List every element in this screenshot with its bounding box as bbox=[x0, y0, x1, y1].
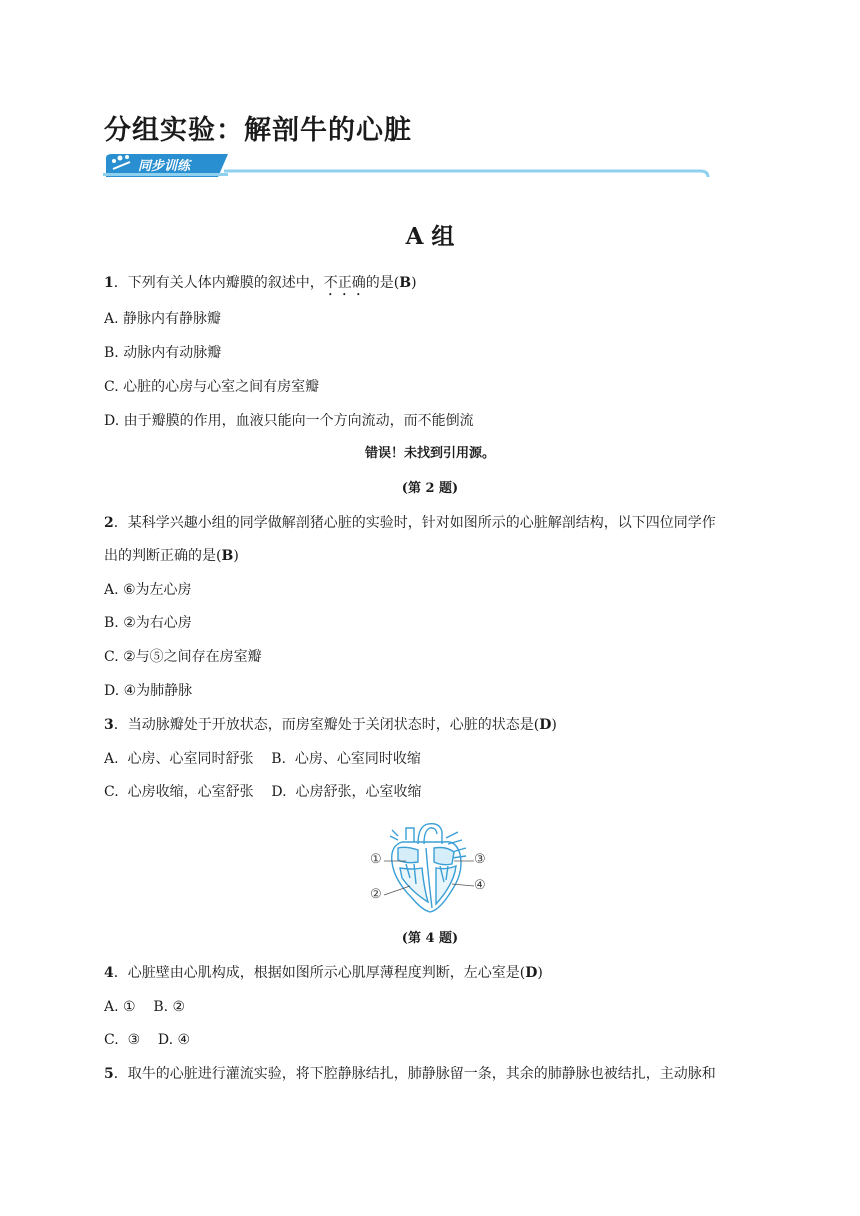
question-1-number: 1 bbox=[104, 275, 114, 291]
question-1-stem: 1．下列有关人体内瓣膜的叙述中，不正确的是(B) bbox=[104, 275, 417, 291]
figure-2-caption: (第 2 题) bbox=[401, 481, 459, 496]
question-1-answer: B bbox=[399, 275, 412, 291]
question-1-option-b: B. 动脉内有动脉瓣 bbox=[104, 345, 222, 361]
question-1-option-a: A. 静脉内有静脉瓣 bbox=[104, 311, 222, 327]
question-4-stem: 4．心脏壁由心肌构成，根据如图所示心肌厚薄程度判断，左心室是(D) bbox=[104, 965, 543, 981]
question-4-options-row1: A. ① B. ② bbox=[104, 999, 186, 1015]
section-banner bbox=[100, 150, 712, 180]
group-heading: A 组 bbox=[405, 223, 455, 250]
question-4-answer: D bbox=[525, 965, 538, 981]
question-3-options-row1: A. 心房、心室同时舒张 B. 心房、心室同时收缩 bbox=[104, 751, 421, 767]
question-2-number: 2 bbox=[104, 515, 114, 531]
heart-figure bbox=[366, 818, 492, 914]
question-1-option-d: D. 由于瓣膜的作用，血液只能向一个方向流动，而不能倒流 bbox=[104, 413, 474, 429]
question-3-answer: D bbox=[539, 717, 552, 733]
banner-graphic bbox=[100, 150, 712, 180]
question-2-option-b: B. ②为右心房 bbox=[104, 615, 192, 631]
figure-label-2: ② bbox=[370, 887, 382, 902]
question-4-number: 4 bbox=[104, 965, 114, 981]
question-2-option-c: C. ②与⑤之间存在房室瓣 bbox=[104, 649, 262, 665]
question-2-stem-line1: 2．某科学兴趣小组的同学做解剖猪心脏的实验时，针对如图所示的心脏解剖结构，以下四位同学作 bbox=[104, 515, 716, 531]
question-1-option-c: C. 心脏的心房与心室之间有房室瓣 bbox=[104, 379, 320, 395]
page-title: 分组实验：解剖牛的心脏 bbox=[104, 115, 412, 146]
figure-label-4: ④ bbox=[474, 878, 486, 893]
question-4-options-row2: C. ③ D. ④ bbox=[104, 1032, 191, 1048]
banner-label: 同步训练 bbox=[138, 159, 191, 174]
question-3-options-row2: C. 心房收缩，心室舒张 D. 心房舒张，心室收缩 bbox=[104, 784, 422, 800]
question-3-stem: 3．当动脉瓣处于开放状态，而房室瓣处于关闭状态时，心脏的状态是(D) bbox=[104, 717, 557, 733]
question-5-number: 5 bbox=[104, 1066, 114, 1082]
question-5-stem: 5．取牛的心脏进行灌流实验，将下腔静脉结扎，肺静脉留一条，其余的肺静脉也被结扎，主动脉和 bbox=[104, 1066, 716, 1082]
reference-error: 错误！未找到引用源。 bbox=[364, 446, 495, 461]
emphasis-text: 不正确 bbox=[323, 275, 366, 291]
question-2-answer: B bbox=[221, 548, 234, 564]
figure-4-caption: (第 4 题) bbox=[401, 931, 459, 946]
figure-label-1: ① bbox=[370, 852, 382, 867]
question-2-option-d: D. ④为肺静脉 bbox=[104, 683, 193, 699]
question-3-number: 3 bbox=[104, 717, 114, 733]
question-2-option-a: A. ⑥为左心房 bbox=[104, 582, 192, 598]
figure-label-3: ③ bbox=[474, 852, 486, 867]
question-2-stem-line2: 出的判断正确的是(B) bbox=[104, 548, 239, 564]
